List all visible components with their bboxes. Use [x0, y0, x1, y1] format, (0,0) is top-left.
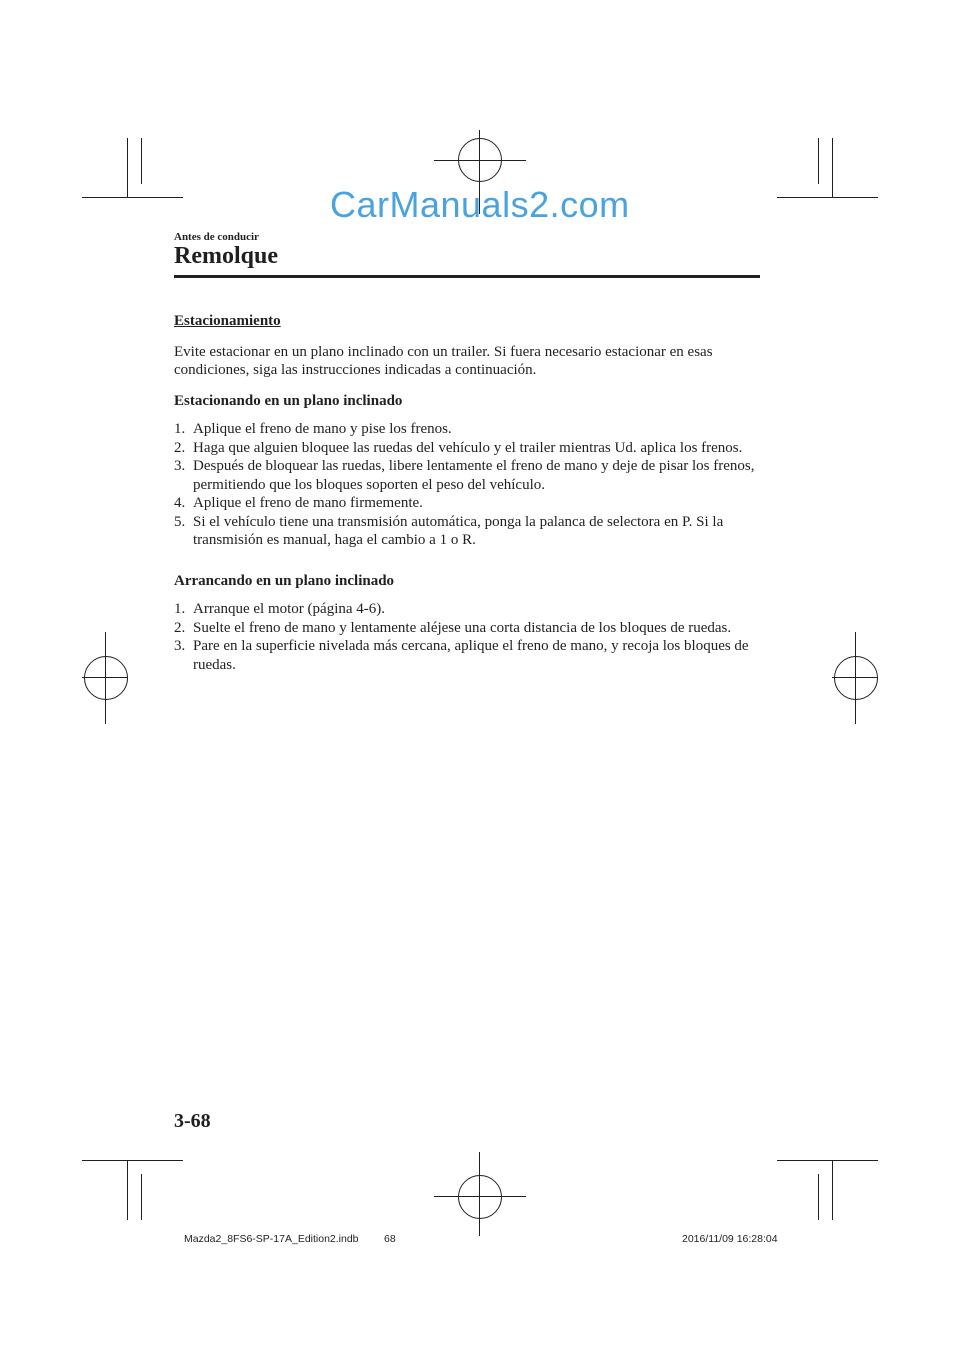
step-number: 3.: [174, 638, 186, 654]
parking-steps: [174, 420, 764, 550]
step-text: Haga que alguien bloquee las ruedas del vehículo y el trailer mientras Ud. aplica los frenos.: [193, 439, 743, 456]
list-item: [174, 637, 764, 674]
starting-steps: [174, 600, 764, 674]
step-number: 5.: [174, 513, 186, 530]
step-text: Arranque el motor (página 4-6).: [193, 601, 386, 617]
list-item: [174, 494, 764, 513]
step-text: Aplique el freno de mano y pise los frenos.: [193, 421, 452, 437]
page-number: 3-68: [174, 1110, 211, 1132]
list-item: [174, 457, 764, 494]
footer-page: 68: [384, 1233, 396, 1245]
footer-filename: Mazda2_8FS6-SP-17A_Edition2.indb: [184, 1233, 359, 1245]
starting-subheading: Arrancando en un plano inclinado: [174, 572, 395, 589]
page-title: Remolque: [174, 243, 278, 269]
list-item: [174, 420, 764, 439]
title-rule: [174, 275, 760, 278]
step-text: Después de bloquear las ruedas, libere lentamente el freno de mano y deje de pisar los frenos, permitiendo que los bloques soporten el peso del vehículo.: [193, 458, 755, 493]
list-item: [174, 619, 764, 638]
page-content: [174, 312, 764, 696]
watermark-logo: CarManuals2.com: [330, 184, 630, 225]
list-item: [174, 600, 764, 619]
step-text: Pare en la superficie nivelada más cercana, aplique el freno de mano, y recoja los bloques de ruedas.: [193, 638, 749, 673]
step-text: Aplique el freno de mano firmemente.: [193, 495, 423, 511]
step-number: 1.: [174, 601, 186, 617]
parking-heading: Estacionamiento: [174, 313, 281, 329]
step-number: 4.: [174, 495, 186, 511]
step-number: 2.: [174, 619, 186, 636]
list-item: [174, 513, 764, 550]
parking-subheading: Estacionando en un plano inclinado: [174, 392, 403, 409]
step-text: Suelte el freno de mano y lentamente aléjese una corta distancia de los bloques de ruedas.: [193, 619, 732, 636]
parking-intro: Evite estacionar en un plano inclinado con un trailer. Si fuera necesario estacionar en esas condiciones, siga las instrucciones indicadas a continuación.: [174, 343, 713, 378]
list-item: [174, 439, 764, 458]
section-kicker: Antes de conducir: [174, 231, 259, 243]
footer-timestamp: 2016/11/09 16:28:04: [682, 1233, 778, 1245]
step-text: Si el vehículo tiene una transmisión automática, ponga la palanca de selectora en P. Si la transmisión es manual, haga el cambio a 1 o R.: [193, 513, 724, 548]
step-number: 1.: [174, 421, 186, 437]
step-number: 3.: [174, 458, 186, 474]
step-number: 2.: [174, 439, 186, 456]
